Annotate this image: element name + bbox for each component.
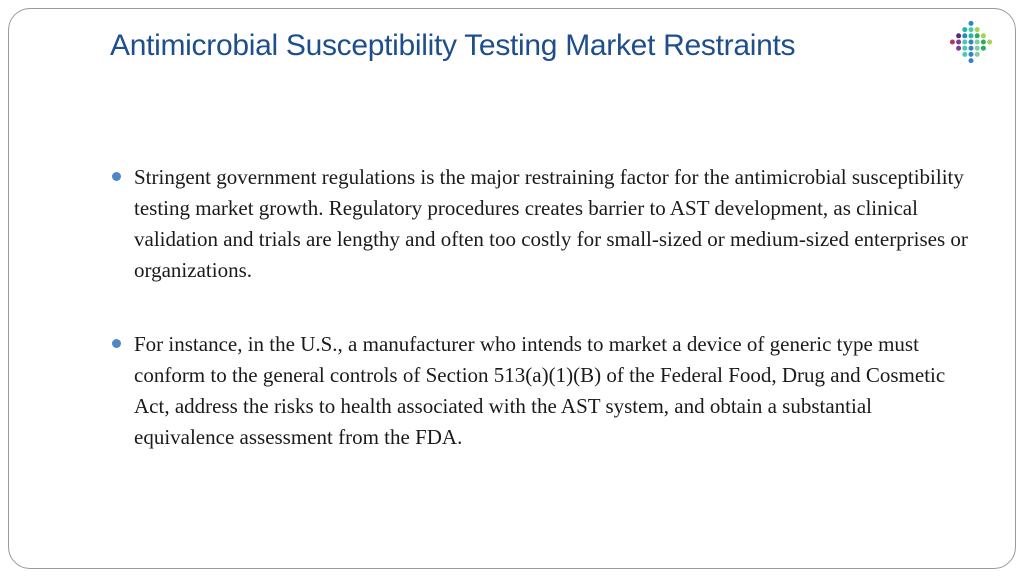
- dotted-diamond-logo-icon: [946, 17, 996, 67]
- bullet-dot-icon: [112, 172, 121, 181]
- bullet-text: Stringent government regulations is the major restraining factor for the antimicrobial susceptibility testing market growth. Regulatory procedures creates barrier to AST development, as clinical validation and trials are lengthy and often too costly for small-sized or medium-sized enterprises or organizations.: [134, 165, 968, 282]
- slide-title: Antimicrobial Susceptibility Testing Market Restraints: [110, 29, 796, 62]
- bullet-dot-icon: [112, 339, 121, 348]
- bullet-text: For instance, in the U.S., a manufacturer who intends to market a device of generic type must conform to the general controls of Section 513(a)(1)(B) of the Federal Food, Drug and Cosmetic Act, address the risks to health associated with the AST system, and obtain a substantial equivalence assessment from the FDA.: [134, 332, 946, 449]
- bullet-item: [110, 329, 970, 453]
- bullet-list: [110, 162, 970, 496]
- bullet-item: [110, 162, 970, 286]
